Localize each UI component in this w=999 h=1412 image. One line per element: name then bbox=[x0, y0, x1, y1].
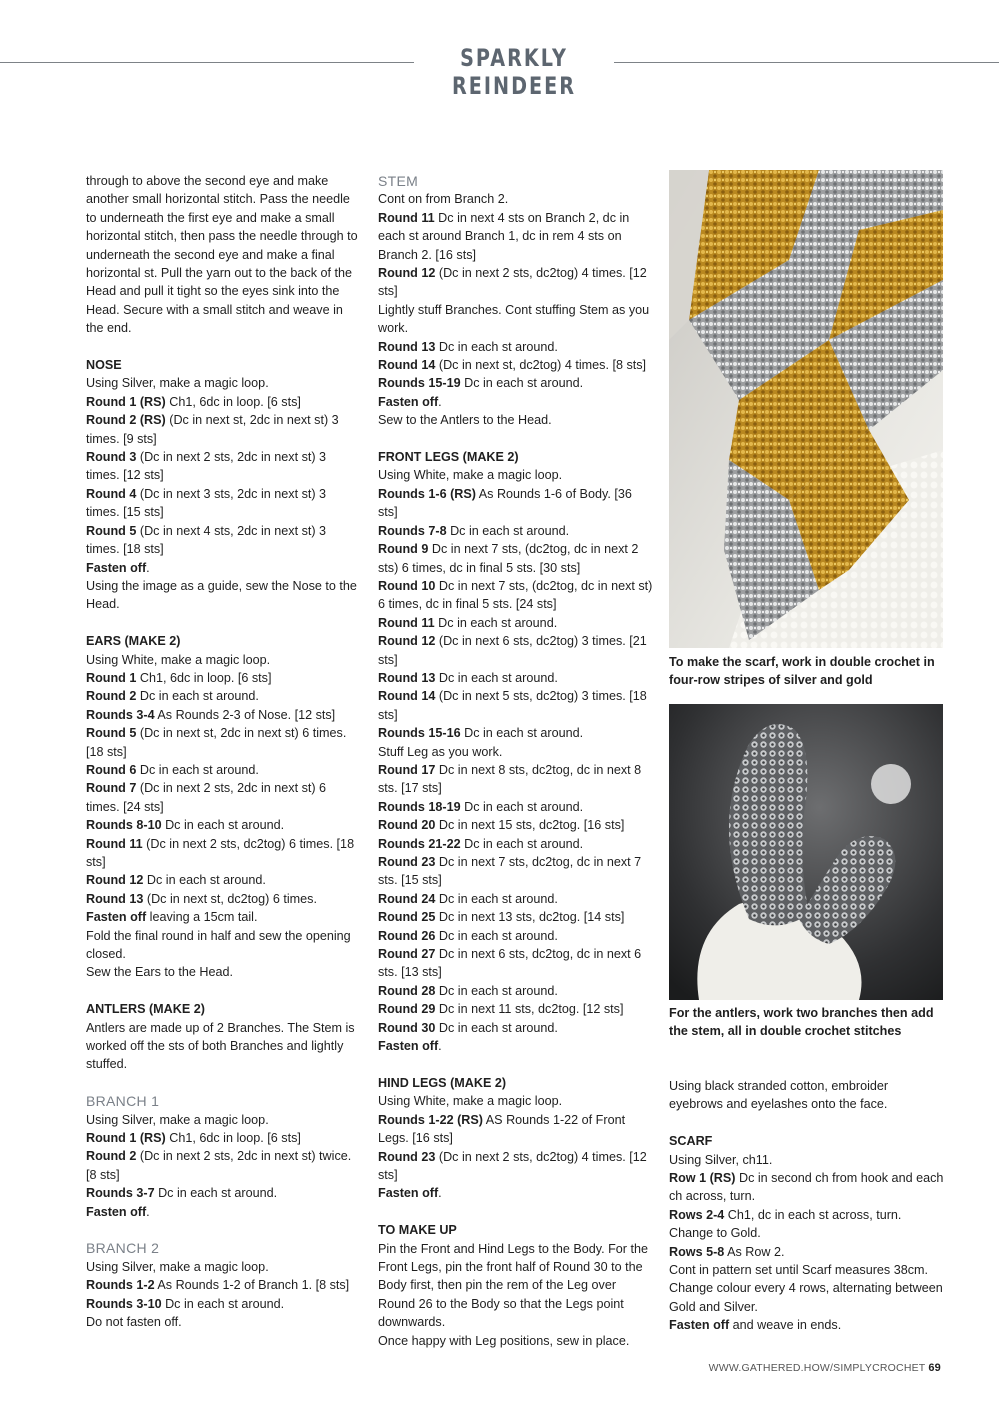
pattern-instruction bbox=[378, 393, 653, 411]
instruction-label: Row 1 (RS) bbox=[669, 1171, 736, 1186]
instruction-label: Rows 5-8 bbox=[669, 1244, 725, 1259]
instruction-label: Round 14 bbox=[378, 358, 436, 373]
instruction-label: Round 12 bbox=[86, 873, 144, 888]
pattern-instruction: Stuff Leg as you work. bbox=[378, 744, 503, 759]
instruction-text: Ch1, 6dc in loop. [6 sts] bbox=[136, 670, 272, 685]
pattern-instruction bbox=[86, 908, 361, 926]
instruction-text: Dc in second ch from hook and each ch across, turn. bbox=[669, 1171, 944, 1204]
instruction-label: Round 2 (RS) bbox=[86, 413, 166, 428]
scarf-caption: To make the scarf, work in double crochet in four-row stripes of silver and gold bbox=[669, 655, 935, 688]
instruction-text: (Dc in next 4 sts, 2dc in next st) 3 times. [18 sts] bbox=[86, 523, 327, 557]
instruction-label: Round 5 bbox=[86, 523, 137, 538]
pattern-instruction: Using White, make a magic loop. bbox=[378, 468, 563, 483]
pattern-instruction bbox=[86, 816, 361, 834]
pattern-instruction bbox=[669, 1243, 944, 1261]
antlers-illustration bbox=[669, 704, 943, 1000]
instruction-text: As Row 2. bbox=[724, 1244, 785, 1259]
pattern-instruction bbox=[86, 411, 361, 448]
instruction-text: Dc in next 7 sts, (dc2tog, dc in next st) 6 times, dc in final 5 sts. [24 sts] bbox=[378, 578, 653, 612]
instruction-text: (Dc in next 2 sts, 2dc in next st) twice. [8 sts] bbox=[86, 1149, 352, 1182]
instruction-label: Round 24 bbox=[378, 891, 436, 906]
pattern-instruction: Cont in pattern set until Scarf measures 38cm. bbox=[669, 1263, 928, 1278]
text-column-3 bbox=[669, 1077, 944, 1335]
pattern-instruction: Using White, make a magic loop. bbox=[378, 1094, 563, 1109]
instruction-text: (Dc in next 5 sts, dc2tog) 3 times. [18 sts] bbox=[378, 689, 647, 722]
pattern-instruction: Using Silver, ch11. bbox=[669, 1152, 773, 1167]
section-heading: EARS (MAKE 2) bbox=[86, 634, 181, 649]
instruction-label: Round 14 bbox=[378, 689, 436, 704]
instruction-label: Round 6 bbox=[86, 762, 137, 777]
pattern-instruction: Using White, make a magic loop. bbox=[86, 652, 271, 667]
instruction-label: Rounds 3-7 bbox=[86, 1186, 155, 1201]
instruction-text: . bbox=[146, 1204, 150, 1219]
subsection-heading: STEM bbox=[378, 173, 419, 189]
instruction-label: Rounds 7-8 bbox=[378, 523, 447, 538]
pattern-instruction bbox=[378, 982, 653, 1000]
instruction-label: Round 5 bbox=[86, 726, 137, 741]
instruction-label: Rounds 1-2 bbox=[86, 1278, 155, 1293]
pattern-instruction: Sew to the Antlers to the Head. bbox=[378, 413, 552, 428]
pattern-instruction bbox=[378, 1111, 653, 1148]
instruction-label: Round 30 bbox=[378, 1020, 436, 1035]
instruction-label: Round 11 bbox=[378, 615, 435, 630]
instruction-text: Dc in next 11 sts, dc2tog. [12 sts] bbox=[435, 1002, 624, 1017]
pattern-instruction bbox=[86, 687, 361, 705]
pattern-instruction bbox=[378, 356, 653, 374]
scarf-photo bbox=[669, 170, 943, 648]
pattern-instruction bbox=[378, 485, 653, 522]
instruction-text: Dc in next 13 sts, dc2tog. [14 sts] bbox=[435, 910, 625, 925]
text-column-1 bbox=[86, 172, 361, 1332]
page-footer bbox=[709, 1362, 941, 1374]
instruction-label: Round 17 bbox=[378, 762, 436, 777]
pattern-instruction: Pin the Front and Hind Legs to the Body. For the Front Legs, pin the front half of Round 30 to the Body first, then pin the rem of the Leg over Round 26 to the Body so that the Legs point downwards. bbox=[378, 1241, 648, 1330]
page-number: 69 bbox=[928, 1362, 941, 1374]
instruction-text: leaving a 15cm tail. bbox=[146, 910, 258, 925]
section-heading: HIND LEGS (MAKE 2) bbox=[378, 1075, 507, 1090]
pattern-instruction bbox=[86, 393, 361, 411]
instruction-text: Dc in each st around. bbox=[435, 928, 558, 943]
instruction-text: Dc in each st around. bbox=[435, 339, 558, 354]
section-heading: SCARF bbox=[669, 1134, 713, 1149]
pattern-instruction bbox=[378, 540, 653, 577]
instruction-label: Rounds 3-10 bbox=[86, 1296, 162, 1311]
pattern-instruction bbox=[86, 1295, 361, 1313]
pattern-instruction bbox=[669, 1206, 944, 1224]
pattern-instruction bbox=[378, 614, 653, 632]
pattern-instruction bbox=[378, 798, 653, 816]
pattern-instruction: Change colour every 4 rows, alternating between Gold and Silver. bbox=[669, 1281, 943, 1314]
instruction-text: Dc in each st around. bbox=[460, 376, 584, 391]
instruction-label: Round 26 bbox=[378, 928, 436, 943]
pattern-instruction: Fold the final round in half and sew the opening closed. bbox=[86, 928, 351, 962]
pattern-instruction bbox=[378, 687, 653, 724]
instruction-label: Round 11 bbox=[86, 836, 143, 851]
instruction-text: (Dc in next 2 sts, dc2tog) 4 times. [12 sts] bbox=[378, 1149, 647, 1182]
instruction-text: (Dc in next 2 sts, dc2tog) 4 times. [12 sts] bbox=[378, 266, 647, 299]
page-title: SPARKLY REINDEER bbox=[451, 44, 577, 100]
instruction-text: (Dc in next 3 sts, 2dc in next st) 3 times. [15 sts] bbox=[86, 486, 327, 520]
pattern-instruction bbox=[378, 374, 653, 392]
instruction-label: Fasten off bbox=[378, 1039, 439, 1054]
instruction-label: Round 2 bbox=[86, 1149, 137, 1164]
instruction-text: Dc in each st around. bbox=[460, 799, 584, 814]
instruction-text: Dc in next 4 sts on Branch 2, dc in each st around Branch 1, dc in rem 4 sts on Branch 2. [16 sts] bbox=[378, 210, 630, 262]
instruction-label: Round 1 bbox=[86, 670, 137, 685]
instruction-text: Dc in each st around. bbox=[435, 1020, 558, 1035]
subsection-heading: BRANCH 2 bbox=[86, 1240, 160, 1257]
pattern-instruction bbox=[378, 632, 653, 669]
instruction-label: Rounds 21-22 bbox=[378, 836, 461, 851]
instruction-text: Dc in each st around. bbox=[136, 689, 259, 704]
instruction-text: AS Rounds 1-22 of Front Legs. [16 sts] bbox=[378, 1112, 626, 1146]
pattern-instruction: Using Silver, make a magic loop. bbox=[86, 1259, 269, 1274]
pattern-instruction bbox=[86, 1147, 361, 1184]
instruction-text: As Rounds 2-3 of Nose. [12 sts] bbox=[154, 707, 336, 722]
instruction-label: Rounds 15-19 bbox=[378, 376, 461, 391]
pattern-instruction bbox=[86, 724, 361, 761]
instruction-text: Dc in each st around. bbox=[460, 726, 584, 741]
text-column-2 bbox=[378, 172, 653, 1350]
instruction-text: Ch1, dc in each st across, turn. bbox=[724, 1207, 902, 1222]
pattern-instruction bbox=[378, 1019, 653, 1037]
pattern-instruction bbox=[378, 724, 653, 742]
pattern-instruction bbox=[378, 945, 653, 982]
pattern-instruction bbox=[378, 522, 653, 540]
subsection-heading: BRANCH 1 bbox=[86, 1093, 160, 1110]
pattern-instruction bbox=[86, 835, 361, 872]
pattern-instruction bbox=[86, 522, 361, 559]
instruction-text: Dc in each st around. bbox=[446, 523, 570, 538]
scarf-illustration bbox=[669, 170, 943, 648]
instruction-label: Round 27 bbox=[378, 947, 436, 962]
pattern-instruction bbox=[86, 669, 361, 687]
pattern-instruction: Using the image as a guide, sew the Nose to the Head. bbox=[86, 578, 357, 612]
instruction-label: Round 1 (RS) bbox=[86, 394, 166, 409]
instruction-text: . bbox=[438, 1186, 442, 1201]
instruction-label: Round 13 bbox=[378, 670, 436, 685]
instruction-label: Round 11 bbox=[378, 210, 435, 225]
pattern-instruction: Using Silver, make a magic loop. bbox=[86, 376, 269, 391]
pattern-instruction bbox=[86, 559, 361, 577]
footer-url[interactable]: WWW.GATHERED.HOW/SIMPLYCROCHET bbox=[708, 1362, 926, 1374]
pattern-instruction bbox=[378, 927, 653, 945]
pattern-instruction bbox=[378, 209, 653, 264]
pattern-instruction bbox=[378, 853, 653, 890]
instruction-text: Dc in each st around. bbox=[435, 670, 558, 685]
instruction-label: Round 23 bbox=[378, 855, 436, 870]
pattern-instruction bbox=[378, 890, 653, 908]
section-heading: TO MAKE UP bbox=[378, 1223, 457, 1238]
instruction-text: Ch1, 6dc in loop. [6 sts] bbox=[165, 394, 301, 409]
instruction-text: Dc in each st around. bbox=[161, 818, 285, 833]
instruction-label: Rounds 1-22 (RS) bbox=[378, 1112, 483, 1127]
instruction-text: (Dc in next 2 sts, dc2tog) 6 times. [18 sts] bbox=[86, 836, 355, 869]
instruction-text: Dc in next 7 sts, dc2tog, dc in next 7 sts. [15 sts] bbox=[378, 855, 642, 888]
instruction-text: Dc in next 6 sts, dc2tog, dc in next 6 sts. [13 sts] bbox=[378, 947, 642, 980]
section-heading: ANTLERS (MAKE 2) bbox=[86, 1002, 205, 1017]
pattern-instruction: Do not fasten off. bbox=[86, 1315, 182, 1330]
pattern-instruction: Using black stranded cotton, embroider eyebrows and eyelashes onto the face. bbox=[669, 1079, 889, 1112]
instruction-text: Dc in next 7 sts, (dc2tog, dc in next 2 sts) 6 times, dc in final 5 sts. [30 sts] bbox=[378, 542, 639, 575]
instruction-label: Round 9 bbox=[378, 542, 429, 557]
pattern-instruction bbox=[378, 338, 653, 356]
pattern-instruction bbox=[86, 761, 361, 779]
pattern-instruction bbox=[378, 264, 653, 301]
instruction-text: (Dc in next st, 2dc in next st) 3 times. [9 sts] bbox=[86, 413, 339, 446]
instruction-text: Dc in next 8 sts, dc2tog, dc in next 8 sts. [17 sts] bbox=[378, 762, 642, 796]
instruction-label: Rounds 1-6 (RS) bbox=[378, 486, 476, 501]
instruction-label: Rounds 18-19 bbox=[378, 799, 461, 814]
pattern-instruction bbox=[378, 1184, 653, 1202]
instruction-text: . bbox=[146, 560, 150, 575]
pattern-instruction bbox=[86, 1184, 361, 1202]
pattern-instruction bbox=[86, 1276, 361, 1294]
pattern-instruction: Once happy with Leg positions, sew in place. bbox=[378, 1333, 630, 1348]
instruction-text: Dc in each st around. bbox=[154, 1186, 278, 1201]
instruction-text: Dc in each st around. bbox=[161, 1296, 285, 1311]
instruction-label: Round 7 bbox=[86, 781, 137, 796]
pattern-instruction bbox=[378, 1148, 653, 1185]
instruction-label: Fasten off bbox=[86, 1204, 147, 1219]
pattern-instruction bbox=[378, 669, 653, 687]
instruction-label: Round 29 bbox=[378, 1002, 436, 1017]
instruction-label: Fasten off bbox=[669, 1318, 730, 1333]
instruction-text: . bbox=[438, 394, 442, 409]
pattern-instruction bbox=[86, 871, 361, 889]
instruction-text: (Dc in next 2 sts, 2dc in next st) 6 times. [24 sts] bbox=[86, 781, 327, 814]
instruction-text: Dc in each st around. bbox=[435, 891, 558, 906]
instruction-label: Round 1 (RS) bbox=[86, 1131, 166, 1146]
pattern-instruction bbox=[378, 1000, 653, 1018]
instruction-label: Round 23 bbox=[378, 1149, 436, 1164]
instruction-text: Dc in each st around. bbox=[434, 615, 558, 630]
section-heading: NOSE bbox=[86, 358, 122, 373]
instruction-text: Dc in each st around. bbox=[435, 983, 558, 998]
instruction-text: (Dc in next st, dc2tog) 6 times. bbox=[143, 891, 317, 906]
instruction-label: Round 12 bbox=[378, 634, 436, 649]
pattern-instruction bbox=[669, 1316, 944, 1334]
instruction-label: Fasten off bbox=[86, 560, 147, 575]
instruction-text: (Dc in next st, dc2tog) 4 times. [8 sts] bbox=[435, 358, 647, 373]
header-rule-left bbox=[0, 62, 414, 63]
instruction-label: Rounds 8-10 bbox=[86, 818, 162, 833]
instruction-label: Round 13 bbox=[86, 891, 144, 906]
instruction-label: Round 20 bbox=[378, 818, 436, 833]
pattern-instruction bbox=[86, 485, 361, 522]
pattern-instruction bbox=[86, 890, 361, 908]
instruction-text: . bbox=[438, 1039, 442, 1054]
pattern-instruction bbox=[86, 1203, 361, 1221]
instruction-text: Dc in each st around. bbox=[136, 762, 259, 777]
instruction-text: As Rounds 1-2 of Branch 1. [8 sts] bbox=[154, 1278, 350, 1293]
pattern-instruction: Change to Gold. bbox=[669, 1226, 761, 1241]
instruction-text: Dc in next 15 sts, dc2tog. [16 sts] bbox=[435, 818, 625, 833]
pattern-instruction bbox=[86, 706, 361, 724]
antlers-caption: For the antlers, work two branches then add the stem, all in double crochet stitches bbox=[669, 1006, 934, 1039]
instruction-label: Rounds 3-4 bbox=[86, 707, 155, 722]
pattern-instruction bbox=[86, 779, 361, 816]
instruction-text: Ch1, 6dc in loop. [6 sts] bbox=[165, 1131, 301, 1146]
instruction-label: Fasten off bbox=[86, 910, 147, 925]
pattern-instruction bbox=[669, 1169, 944, 1206]
instruction-text: and weave in ends. bbox=[729, 1318, 842, 1333]
instruction-label: Fasten off bbox=[378, 394, 439, 409]
pattern-instruction: through to above the second eye and make another small horizontal stitch. Pass the needle to underneath the first eye and make a small horizontal stitch, then pass the needle through to underneath the second eye and make a final horizontal st. Pull the yarn out to the back of the Head and pull it tight so the eyes sink into the Head. Secure with a small stitch and weave in the end. bbox=[86, 174, 358, 336]
pattern-instruction: Using Silver, make a magic loop. bbox=[86, 1112, 269, 1127]
pattern-instruction bbox=[378, 1037, 653, 1055]
instruction-label: Rows 2-4 bbox=[669, 1207, 725, 1222]
pattern-instruction: Lightly stuff Branches. Cont stuffing Stem as you work. bbox=[378, 302, 650, 336]
instruction-label: Fasten off bbox=[378, 1186, 439, 1201]
pattern-instruction: Sew the Ears to the Head. bbox=[86, 965, 234, 980]
instruction-text: (Dc in next 2 sts, 2dc in next st) 3 times. [12 sts] bbox=[86, 450, 327, 483]
pattern-instruction bbox=[378, 835, 653, 853]
instruction-text: As Rounds 1-6 of Body. [36 sts] bbox=[378, 486, 632, 520]
instruction-label: Rounds 15-16 bbox=[378, 726, 461, 741]
header-rule-right bbox=[614, 62, 999, 63]
pattern-instruction bbox=[378, 761, 653, 798]
pattern-instruction bbox=[86, 448, 361, 485]
instruction-label: Round 3 bbox=[86, 450, 137, 465]
instruction-label: Round 10 bbox=[378, 578, 436, 593]
instruction-label: Round 25 bbox=[378, 910, 436, 925]
antlers-photo bbox=[669, 704, 943, 1000]
pattern-instruction bbox=[378, 816, 653, 834]
instruction-label: Round 4 bbox=[86, 486, 137, 501]
instruction-text: (Dc in next 6 sts, dc2tog) 3 times. [21 sts] bbox=[378, 634, 647, 667]
section-heading: FRONT LEGS (MAKE 2) bbox=[378, 450, 519, 465]
instruction-text: (Dc in next st, 2dc in next st) 6 times. [18 sts] bbox=[86, 726, 347, 759]
pattern-instruction: Antlers are made up of 2 Branches. The Stem is worked off the sts of both Branches and lightly stuffed. bbox=[86, 1020, 355, 1072]
instruction-label: Round 12 bbox=[378, 266, 436, 281]
pattern-instruction bbox=[378, 577, 653, 614]
instruction-label: Round 28 bbox=[378, 983, 436, 998]
pattern-instruction bbox=[378, 908, 653, 926]
pattern-instruction: Cont on from Branch 2. bbox=[378, 192, 509, 207]
instruction-text: Dc in each st around. bbox=[460, 836, 584, 851]
instruction-label: Round 13 bbox=[378, 339, 436, 354]
pattern-instruction bbox=[86, 1129, 361, 1147]
instruction-label: Round 2 bbox=[86, 689, 137, 704]
instruction-text: Dc in each st around. bbox=[143, 873, 266, 888]
